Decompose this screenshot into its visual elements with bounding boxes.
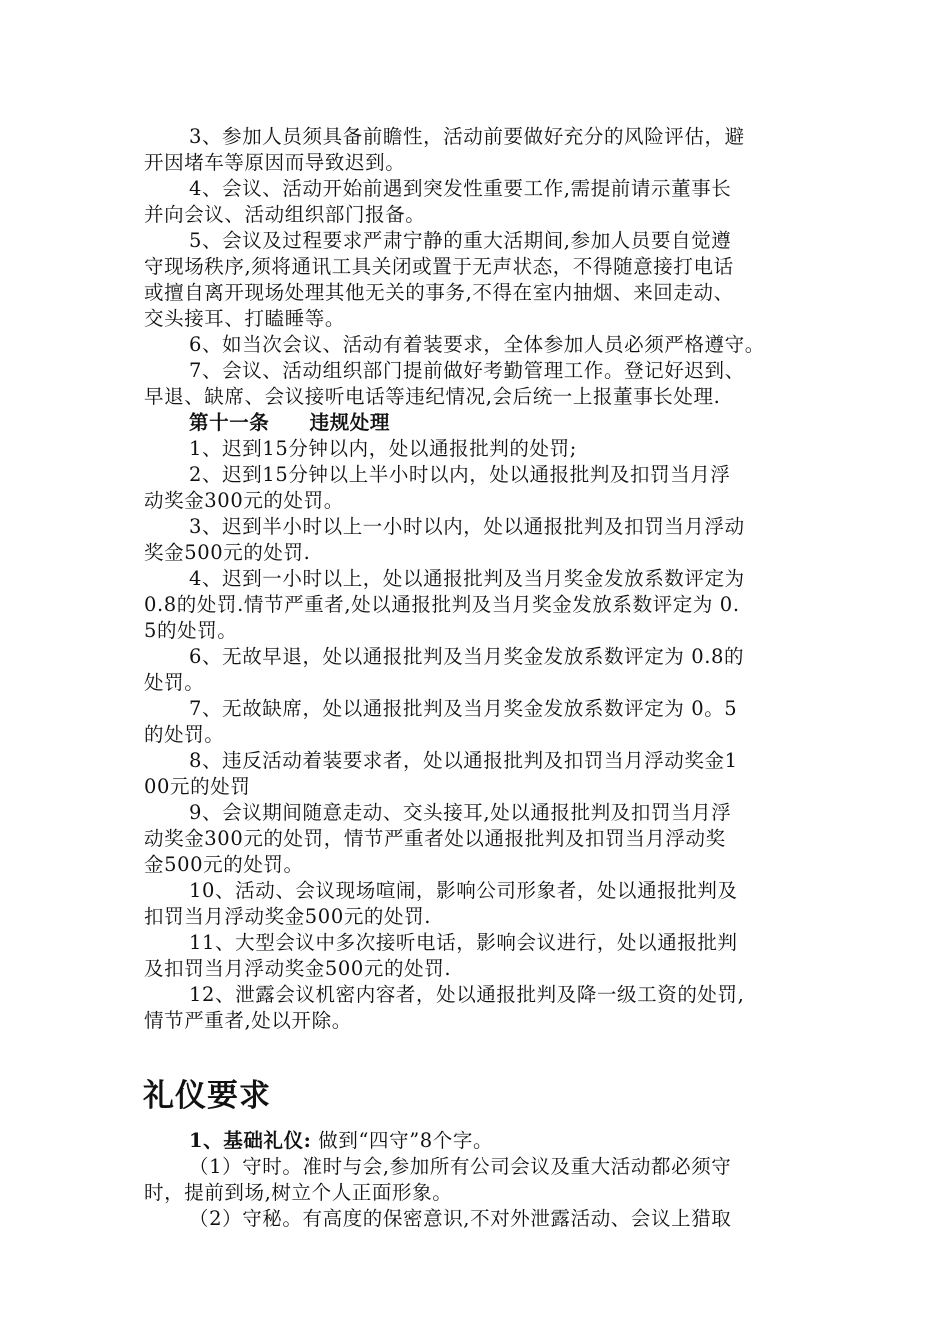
etiquette-item <box>189 1128 493 1154</box>
penalty-line: 及扣罚当月浮动奖金500元的处罚. <box>144 957 452 980</box>
paragraph-line: 5、会议及过程要求严肃宁静的重大活期间,参加人员要自觉遵 <box>189 229 732 252</box>
penalty-line: 3、迟到半小时以上一小时以内，处以通报批判及扣罚当月浮动 <box>189 515 745 538</box>
penalty-line: 5的处罚。 <box>144 619 238 642</box>
penalty-line: 11、大型会议中多次接听电话，影响会议进行，处以通报批判 <box>189 931 738 954</box>
penalty-line: 10、活动、会议现场喧闹，影响公司形象者，处以通报批判及 <box>189 879 738 902</box>
paragraph-line: 守现场秩序,须将通讯工具关闭或置于无声状态，不得随意接打电话 <box>144 255 734 278</box>
etiquette-line: （2）守秘。有高度的保密意识,不对外泄露活动、会议上猎取 <box>189 1207 732 1230</box>
paragraph-line: 或擅自离开现场处理其他无关的事务,不得在室内抽烟、来回走动、 <box>144 281 734 304</box>
penalty-line: 0.8的处罚.情节严重者,处以通报批判及当月奖金发放系数评定为 0. <box>144 593 740 616</box>
penalty-line: 处罚。 <box>144 671 205 694</box>
penalty-line: 7、无故缺席，处以通报批判及当月奖金发放系数评定为 0。5 <box>189 697 738 720</box>
penalty-line: 情节严重者,处以开除。 <box>144 1009 352 1032</box>
etiquette-line: 时，提前到场,树立个人正面形象。 <box>144 1181 453 1204</box>
etiquette-item-text: 做到“四守”8个字。 <box>311 1129 494 1152</box>
penalty-line: 动奖金300元的处罚，情节严重者处以通报批判及扣罚当月浮动奖 <box>144 827 726 850</box>
penalty-line: 12、泄露会议机密内容者，处以通报批判及降一级工资的处罚, <box>189 983 745 1006</box>
paragraph-line: 6、如当次会议、活动有着装要求，全体参加人员必须严格遵守。 <box>189 333 765 356</box>
penalty-line: 1、迟到15分钟以内，处以通报批判的处罚; <box>189 437 577 460</box>
penalty-line: 扣罚当月浮动奖金500元的处罚. <box>144 905 432 928</box>
penalty-line: 00元的处罚 <box>144 775 251 798</box>
penalty-line: 动奖金300元的处罚。 <box>144 489 344 512</box>
paragraph-line: 早退、缺席、会议接听电话等违纪情况,会后统一上报董事长处理. <box>144 385 721 408</box>
paragraph-line: 3、参加人员须具备前瞻性，活动前要做好充分的风险评估，避 <box>189 125 745 148</box>
paragraph-line: 并向会议、活动组织部门报备。 <box>144 203 426 226</box>
paragraph-line: 4、会议、活动开始前遇到突发性重要工作,需提前请示董事长 <box>189 177 732 200</box>
paragraph-line: 交头接耳、打瞌睡等。 <box>144 307 346 330</box>
penalty-line: 奖金500元的处罚. <box>144 541 311 564</box>
paragraph-line: 7、会议、活动组织部门提前做好考勤管理工作。登记好迟到、 <box>189 359 745 382</box>
penalty-line: 8、违反活动着装要求者，处以通报批判及扣罚当月浮动奖金1 <box>189 749 738 772</box>
paragraph-line: 开因堵车等原因而导致迟到。 <box>144 151 406 174</box>
penalty-line: 6、无故早退，处以通报批判及当月奖金发放系数评定为 0.8的 <box>189 645 745 668</box>
penalty-line: 2、迟到15分钟以上半小时以内，处以通报批判及扣罚当月浮 <box>189 463 731 486</box>
article-title: 第十一条 违规处理 <box>189 411 391 434</box>
penalty-line: 4、迟到一小时以上，处以通报批判及当月奖金发放系数评定为 <box>189 567 745 590</box>
penalty-line: 9、会议期间随意走动、交头接耳,处以通报批判及扣罚当月浮 <box>189 801 732 824</box>
penalty-line: 金500元的处罚。 <box>144 853 304 876</box>
penalty-line: 的处罚。 <box>144 723 225 746</box>
section-heading: 礼仪要求 <box>143 1078 271 1114</box>
etiquette-line: （1）守时。准时与会,参加所有公司会议及重大活动都必须守 <box>189 1155 732 1178</box>
etiquette-item-label: 1、基础礼仪: <box>189 1129 312 1152</box>
